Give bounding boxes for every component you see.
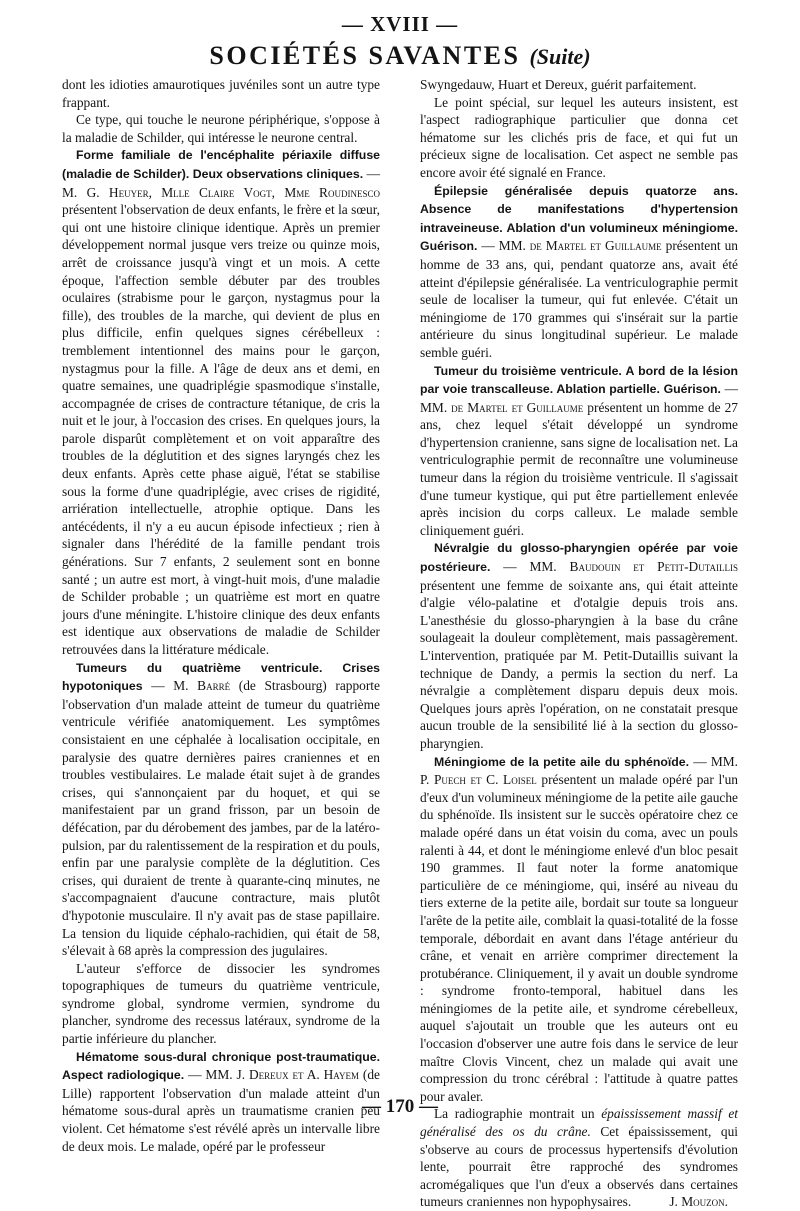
section-authors: — MM. P. Puech et C. Loisel: [420, 753, 738, 788]
paragraph: Le point spécial, sur lequel les auteurs insistent, est l'aspect radiographique particulier que donna cet hématome sur les clichés pris de face, et qui fut un précieux signe de localisation. Cet aspect ne semble pas encore avoir été signalé en France.: [420, 94, 738, 180]
section-heading: Épilepsie généralisée depuis quatorze ans. Absence de manifestations d'hypertension intraveineuse. Ablation d'un volumineux méningiome. Guérison.: [420, 183, 738, 254]
section-heading: Forme familiale de l'encéphalite périaxile diffuse (maladie de Schilder). Deux observations cliniques.: [62, 148, 380, 181]
page-number: — 170 —: [362, 1096, 438, 1117]
section-epilepsie: [420, 182, 738, 362]
left-column: [62, 76, 380, 1155]
section-heading: Tumeurs du quatrième ventricule. Crises hypotoniques: [62, 660, 380, 694]
section-authors: — MM. Baudouin et Petit-Dutaillis: [503, 559, 738, 575]
section-number: — XVIII —: [341, 12, 459, 36]
section-authors: — M. Barré: [151, 678, 231, 694]
paragraph: dont les idioties amaurotiques juvéniles sont un autre type frappant.: [62, 77, 380, 110]
section-body: (de Lille) rapportent l'observation d'un malade atteint d'un hématome sous-dural après un traumatisme cranien peu violent. Cet hématome s'est révélé après un intervalle libre de deux mois. Le malade, opéré par le professeur: [62, 1067, 380, 1154]
section-schilder: Forme familiale de l'encéphalite périaxile diffuse (maladie de Schilder). Deux observations cliniques. — M. G. Heuyer, Mlle Claire Vogt, Mme Roudinesco présentent l'observation de deux enfants, le frère et la sœur, qui ont une histoire clinique identique. Après un premier développement normal jusque vers treize ou quinze mois, arrêt de croissance jusqu'à vingt et un mois. A cette époque, l'affection semble débuter par des troubles oculaires (strabisme pour le garçon, nystagmus pour la fille), des troubles de la marche, qui devient de plus en plus difficile, enfin quelques signes cérébelleux : tremblement intentionnel des mains pour le garçon, nystagmus pour la fille. A l'âge de deux ans et demi, en quatre semaines, une quadriplégie spasmodique s'installe, accompagnée de crises de contracture tétanique, de cris la nuit et le jour, à l'occasion des crises. En quelques jours, la parole disparût complètement et on voit apparaître des troubles de la déglutition et des signes laryngés chez les deux enfants. Après cette phase aiguë, l'état se stabilise sous la forme d'une quadriplégie, avec crises de rigidité, arriération intellectuelle, atrophie optique. Dans les antécédents, il n'y a eu aucun épisode infectieux ; rien à signaler dans l'hérédité de la famille pendant trois générations. Sur 7 enfants, 2 seulement sont en bonne santé ; un autre est mort, à vingt-huit mois, d'une maladie de Schilder probable ; un quatrième est mort en quatre jours d'une méningite. L'histoire clinique des deux enfants est identique aux observations de maladie de Schilder retrouvées dans la littérature médicale.: [62, 148, 380, 657]
section-authors: — MM. de Martel et Guillaume: [481, 238, 662, 254]
signature: J. Mouzon.: [669, 1194, 728, 1210]
section-meningiome: [420, 753, 738, 1106]
title-text: SOCIÉTÉS SAVANTES: [209, 41, 521, 70]
page-title: [0, 41, 800, 71]
section-heading: Tumeur du troisième ventricule. A bord de la lésion par voie transcalleuse. Ablation partielle. Guérison.: [420, 363, 738, 397]
title-suite: (Suite): [529, 44, 591, 69]
section-authors: — MM. J. Dereux et A. Hayem: [188, 1067, 359, 1083]
text: Cet épaississement, qui s'observe au cours de processus hypertensifs d'évolution lente, pourrait être rapproché des syndromes acromégaliques que l'un d'eux a observés dans certaines tumeurs craniennes non hypophysaires.: [420, 1124, 738, 1210]
section-authors: — MM. de Martel et Guillaume: [420, 381, 738, 415]
paragraph: Swyngedauw, Huart et Dereux, guérit parfaitement.: [420, 77, 697, 92]
section-tumeur-troisieme-ventricule: [420, 362, 738, 540]
section-authors: M. G. Heuyer, Mlle Claire Vogt, Mme Roudinesco: [62, 184, 380, 200]
section-body: (de Strasbourg) rapporte l'observation d'un malade atteint de tumeur du quatrième ventricule vérifiée anatomiquement. Les symptômes consistaient en une céphalée à localisation occipitale, en paralysie des quatre dernières paires craniennes et en troubles vestibulaires. Le malade était sujet à de grandes crises, qui s'annonçaient par du hoquet, et qui se manifestaient par un grand frisson, par un besoin de défécation, par du dérobement des jambes, par de la latéro-pulsion, par du ralentissement de la respiration et du pouls, enfin par une paralysie complète de la déglutition. Ces crises, qui duraient de trente à quarante-cinq minutes, ne s'accompagnaient d'aucune contracture, mais plutôt d'hypotonie musculaire. Il n'y avait pas de stase papillaire. La tension du liquide céphalo-rachidien, qui était de 58, s'élevait à 68 après la compression des jugulaires.: [62, 678, 380, 959]
section-heading: Névralgie du glosso-pharyngien opérée par voie postérieure.: [420, 541, 738, 575]
section-heading: Hématome sous-dural chronique post-traumatique. Aspect radiologique.: [62, 1049, 380, 1083]
right-column: [420, 76, 738, 1211]
section-body: présentent un malade opéré par l'un d'eux d'un volumineux méningiome de la petite aile gauche du sphénoïde. Ils insistent sur le succès opératoire chez ce malade opéré dans un état voisin du coma, avec un pouls ralenti à 44, et dont le méningiome enlevé d'un bloc pesait 190 grammes. Il faut noter la forme anatomique particulière de ce méningiome, qui, inséré au niveau du tiers externe de la petite aile, bordait sur toute sa longueur l'arête de la petite aile, comblait la quasi-totalité de la fosse temporale, débordait en avant dans l'étage antérieur du crâne, et venait en arrière comprimer directement la protubérance. Cliniquement, il y avait un double syndrome : syndrome fronto-temporal, habituel dans les méningiomes de la petite aile, et syndrome cérebelleux, auquel s'ajoutait un trouble que les auteurs ont eu l'occasion d'observer une autre fois dans le service de leur maître Clovis Vincent, chez un malade qui avait une compression du tronc cérébral : l'attitude à quatre pattes pour avaler.: [420, 772, 738, 1104]
section-body: présentent l'observation de deux enfants, le frère et la sœur, qui ont une histoire clinique identique. Après un premier développement normal jusque vers treize ou quinze mois, arrêt de croissance jusqu'à vingt et un mois. A cette époque, l'affection semble débuter par des troubles oculaires (strabisme pour le garçon, nystagmus pour la fille), des troubles de la marche, qui devient de plus en plus difficile, enfin quelques signes cérébelleux : tremblement intentionnel des mains pour le garçon, nystagmus pour la fille. A l'âge de deux ans et demi, en quatre semaines, une quadriplégie spasmodique s'installe, accompagnée de crises de contracture tétanique, de cris la nuit et le jour, à l'occasion des crises. En quelques jours, la parole disparût complètement et on voit apparaître des troubles de la déglutition et des signes laryngés chez les deux enfants. Après cette phase aiguë, l'état se stabilise sous la forme d'une quadriplégie, avec crises de rigidité, arriération intellectuelle, atrophie optique. Dans les antécédents, il n'y a eu aucun épisode infectieux ; rien à signaler dans l'hérédité de la famille pendant trois générations. Sur 7 enfants, 2 seulement sont en bonne santé ; un autre est mort, à vingt-huit mois, d'une maladie de Schilder probable ; un quatrième est mort en quatre jours d'une méningite. L'histoire clinique des deux enfants est identique aux observations de maladie de Schilder retrouvées dans la littérature médicale.: [62, 202, 380, 657]
section-tumeurs-quatrieme-ventricule: [62, 659, 380, 960]
paragraph: Ce type, qui touche le neurone périphérique, s'oppose à la maladie de Schilder, qui intéresse le neurone central.: [62, 112, 380, 145]
section-body: présentent une femme de soixante ans, qui était atteinte d'algie vélo-palatine et d'otalgie depuis trois ans. L'anesthésie du glosso-pharyngien à la base du crâne soulageait la douleur complètement, mais passagèrement. L'intervention, pratiquée par M. Petit-Dutaillis suivant la technique de Dandy, a permis la section du nerf. La névralgie a complètement disparu depuis deux mois. Quelques jours après l'opération, on ne constatait presque aucun trouble de la sensibilité lié à la section du glosso-pharyngien.: [420, 577, 738, 751]
section-body: présentent un homme de 33 ans, qui, pendant quatorze ans, avait été atteint d'épilepsie généralisée. La ventriculographie permit seule de localiser la tumeur, qui fut enlevée. C'était un méningiome de 170 grammes qui s'insérait sur la partie antérieure du sinus longitudinal supérieur. Le malade semble guéri.: [420, 238, 738, 360]
section-nevralgie: [420, 539, 738, 752]
paragraph: L'auteur s'efforce de dissocier les syndromes topographiques de tumeurs du quatrième ventricule, syndrome global, syndrome vermien, syndrome du plancher, syndrome des recessus latéraux, syndrome de la partie inférieure du plancher.: [62, 960, 380, 1047]
text: La radiographie montrait un: [434, 1106, 595, 1122]
section-heading: Méningiome de la petite aile du sphénoïde.: [434, 754, 690, 769]
section-body: présentent un homme de 27 ans, chez lequel s'était développé un syndrome d'hypertension cranienne, sans signe de localisation net. La ventriculographie permit de reconnaître une volumineuse tumeur dans la région du troisième ventricule. Il s'agissait d'une tumeur kystique, qui put être partiellement enlevée après incision du corps calleux. Le malade semble cliniquement guéri.: [420, 399, 738, 538]
italic-text: épaississement massif et généralisé des os du crâne.: [420, 1106, 739, 1140]
